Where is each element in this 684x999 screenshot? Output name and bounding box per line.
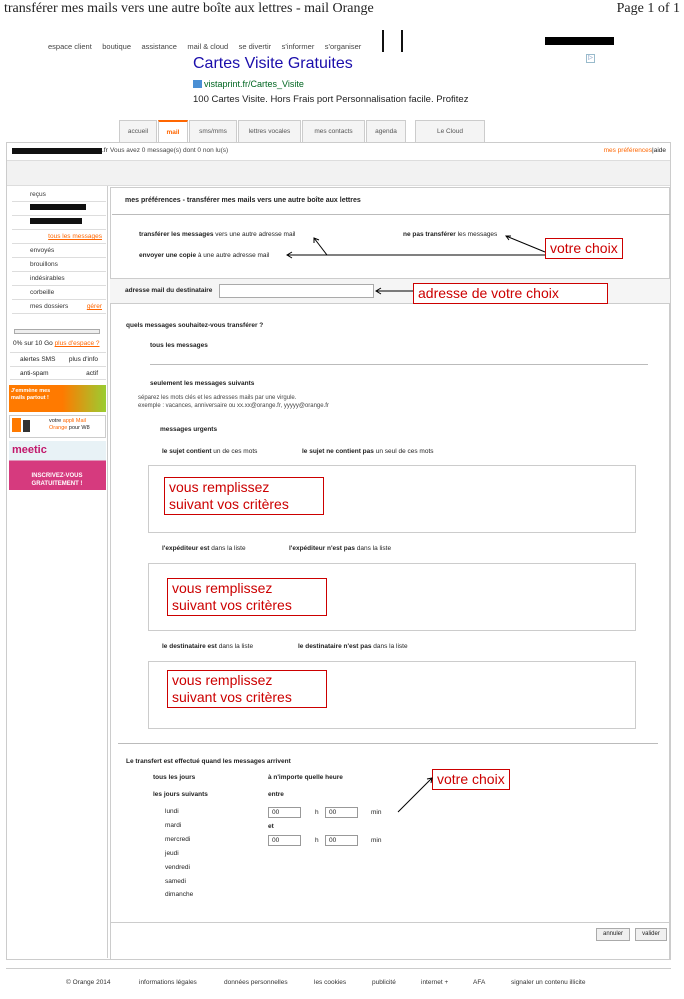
more-space-link[interactable]: plus d'espace ? xyxy=(54,340,100,347)
option-following-days[interactable]: les jours suivants xyxy=(153,791,208,798)
subject-contains-rest: un de ces mots xyxy=(213,448,258,455)
page-heading: mes préférences - transférer mes mails vers une autre boîte aux lettres xyxy=(125,197,361,204)
annotation-votre-choix-time: votre choix xyxy=(432,769,510,790)
hour-unit: h xyxy=(315,809,319,816)
subject-not-rest: un seul de ces mots xyxy=(375,448,434,455)
tab-le-cloud[interactable]: Le Cloud xyxy=(415,120,485,142)
sender-not-rest: dans la liste xyxy=(356,545,392,552)
footer-advertising[interactable]: publicité xyxy=(372,979,396,986)
sidebar-item-recus[interactable]: reçus xyxy=(12,188,106,202)
annotation-line: suivant vos critères xyxy=(172,597,292,613)
user-email-suffix: .fr xyxy=(102,147,108,154)
ad-url: vistaprint.fr/Cartes_Visite xyxy=(204,79,304,89)
promo-appli-highlight: appli Mail Orange xyxy=(49,418,86,431)
between-label: entre xyxy=(268,791,284,798)
day-lundi[interactable]: lundi xyxy=(165,808,179,815)
start-hour-input[interactable]: 00 xyxy=(268,807,301,818)
day-samedi[interactable]: samedi xyxy=(165,878,186,885)
manage-folders-link[interactable]: gérer xyxy=(86,303,102,310)
nav-s-organiser[interactable]: s'organiser xyxy=(324,42,362,51)
tab-mes-contacts[interactable]: mes contacts xyxy=(302,120,365,142)
arrow-line xyxy=(314,238,327,255)
option-copy-bold: envoyer une copie xyxy=(139,252,197,259)
sidebar-item-brouillons[interactable]: brouillons xyxy=(12,258,106,272)
ad-choices-icon[interactable]: ▷ xyxy=(586,54,595,63)
validate-button[interactable]: valider xyxy=(635,928,667,941)
print-page-number: Page 1 of 1 xyxy=(616,1,680,16)
tab-mail[interactable]: mail xyxy=(158,120,188,142)
tab-accueil[interactable]: accueil xyxy=(119,120,157,142)
antispam-link[interactable]: anti-spam xyxy=(20,370,49,377)
print-title: transférer mes mails vers une autre boîte aux lettres - mail Orange xyxy=(4,1,374,16)
option-only-messages[interactable]: seulement les messages suivants xyxy=(150,380,255,387)
footer-divider xyxy=(6,968,671,969)
option-transfer-rest: vers une autre adresse mail xyxy=(215,231,296,238)
nav-assistance[interactable]: assistance xyxy=(141,42,177,51)
day-mardi[interactable]: mardi xyxy=(165,822,182,829)
annotation-line: vous remplissez xyxy=(169,479,270,495)
hour-unit: h xyxy=(315,837,319,844)
option-copy-rest: à une autre adresse mail xyxy=(197,252,270,259)
annotation-line: suivant vos critères xyxy=(172,689,292,705)
footer-legal[interactable]: informations légales xyxy=(139,979,197,986)
promo-appli-line: pour W8 xyxy=(68,425,90,431)
recipient-not-bold: le destinataire n'est pas xyxy=(298,643,372,650)
destination-label: adresse mail du destinataire xyxy=(125,287,213,294)
start-minute-input[interactable]: 00 xyxy=(325,807,358,818)
recipient-in-bold: le destinataire est xyxy=(162,643,217,650)
storage-usage: 0% sur 10 Go xyxy=(13,340,53,347)
annotation-line: vous remplissez xyxy=(172,672,273,688)
recipient-not-rest: dans la liste xyxy=(373,643,408,650)
hint-example: exemple : vacances, anniversaire ou xx.xx@orange.fr, yyyyy@orange.fr xyxy=(138,403,329,409)
annotation-line: suivant vos critères xyxy=(169,496,289,512)
message-status: Vous avez 0 message(s) dont 0 non lu(s) xyxy=(110,147,229,154)
annotation-votre-choix: votre choix xyxy=(545,238,623,259)
promo-mail-partout-text: J'emmène mes mails partout ! xyxy=(11,388,51,401)
end-hour-input[interactable]: 00 xyxy=(268,835,301,846)
footer-report-content[interactable]: signaler un contenu illicite xyxy=(511,979,586,986)
and-label: et xyxy=(268,823,274,830)
annotation-adresse: adresse de votre choix xyxy=(413,283,608,304)
arrow-line xyxy=(398,778,432,812)
subject-not-bold: le sujet ne contient pas xyxy=(302,448,374,455)
footer-privacy[interactable]: données personnelles xyxy=(224,979,288,986)
day-mercredi[interactable]: mercredi xyxy=(165,836,191,843)
option-all-messages[interactable]: tous les messages xyxy=(150,342,208,349)
day-vendredi[interactable]: vendredi xyxy=(165,864,190,871)
end-minute-input[interactable]: 00 xyxy=(325,835,358,846)
tab-agenda[interactable]: agenda xyxy=(366,120,406,142)
sender-not-bold: l'expéditeur n'est pas xyxy=(289,545,355,552)
arrow-line xyxy=(506,236,545,252)
tab-sms-mms[interactable]: sms/mms xyxy=(189,120,237,142)
option-transfer-bold: transférer les messages xyxy=(139,231,214,238)
minute-unit: min xyxy=(371,809,382,816)
footer-copyright: © Orange 2014 xyxy=(66,979,111,986)
help-link[interactable]: aide xyxy=(653,147,666,154)
footer-cookies[interactable]: les cookies xyxy=(314,979,347,986)
preferences-link[interactable]: mes préférences xyxy=(603,147,652,154)
ad-text: 100 Cartes Visite. Hors Frais port Personnalisation facile. Profitez xyxy=(193,94,469,105)
meetic-cta: INSCRIVEZ-VOUS GRATUITEMENT ! xyxy=(31,473,83,487)
hint-line: séparez les mots clés et les adresses mails par une virgule. xyxy=(138,395,297,401)
meetic-logo: meetic xyxy=(12,444,47,456)
userbar-separator: | xyxy=(652,147,654,154)
antispam-status: actif xyxy=(86,370,98,377)
day-jeudi[interactable]: jeudi xyxy=(165,850,179,857)
sidebar-item-all-messages[interactable]: tous les messages xyxy=(12,230,106,244)
cancel-button[interactable]: annuler xyxy=(596,928,630,941)
which-messages-question: quels messages souhaitez-vous transférer ? xyxy=(126,322,264,329)
sidebar-item-indesirables[interactable]: indésirables xyxy=(12,272,106,286)
nav-espace-client[interactable]: espace client xyxy=(48,42,92,51)
nav-s-informer[interactable]: s'informer xyxy=(281,42,315,51)
sidebar-item-label: mes dossiers xyxy=(30,303,69,310)
footer-afa[interactable]: AFA xyxy=(473,979,486,986)
transfer-timing-label: Le transfert est effectué quand les messages arrivent xyxy=(126,758,291,765)
sender-in-rest: dans la liste xyxy=(211,545,246,552)
subject-contains-bold: le sujet contient xyxy=(162,448,212,455)
minute-unit: min xyxy=(371,837,382,844)
sender-in-bold: l'expéditeur est xyxy=(162,545,210,552)
nav-boutique[interactable]: boutique xyxy=(102,42,132,51)
tab-lettres-vocales[interactable]: lettres vocales xyxy=(238,120,301,142)
sms-info-link[interactable]: plus d'info xyxy=(68,356,98,363)
urgent-messages-checkbox[interactable]: messages urgents xyxy=(160,426,218,433)
nav-mail-cloud[interactable]: mail & cloud xyxy=(187,42,229,51)
sidebar-item-envoyes[interactable]: envoyés xyxy=(12,244,106,258)
option-no-transfer-rest: les messages xyxy=(457,231,498,238)
sms-alerts-link[interactable]: alertes SMS xyxy=(20,356,56,363)
sidebar-item-corbeille[interactable]: corbeille xyxy=(12,286,106,300)
nav-se-divertir[interactable]: se divertir xyxy=(238,42,272,51)
option-all-days[interactable]: tous les jours xyxy=(153,774,196,781)
ad-title[interactable]: Cartes Visite Gratuites xyxy=(193,55,353,72)
day-dimanche[interactable]: dimanche xyxy=(165,891,194,898)
option-no-transfer-bold: ne pas transférer xyxy=(403,231,456,238)
recipient-in-rest: dans la liste xyxy=(218,643,254,650)
promo-appli-line: votre xyxy=(49,418,62,424)
option-any-hour[interactable]: à n'importe quelle heure xyxy=(268,774,343,781)
annotation-line: vous remplissez xyxy=(172,580,273,596)
footer-internet-plus[interactable]: internet + xyxy=(421,979,449,986)
